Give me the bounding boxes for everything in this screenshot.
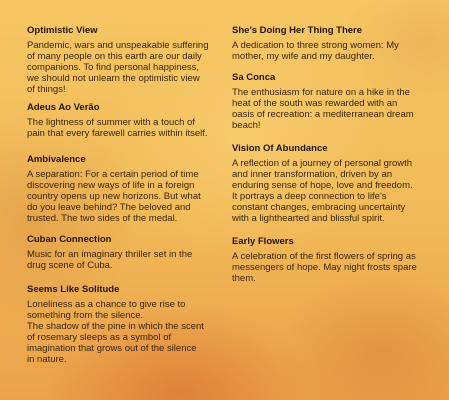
track-title: Seems Like Solitude bbox=[27, 284, 120, 295]
track-description: A separation: For a certain period of time discovering new ways of life in a foreign country opens up new horizons. But what do you leave behind? The beloved and trusted. The two sides of the medal. bbox=[27, 169, 201, 224]
track-entry bbox=[27, 25, 219, 95]
track-title: Early Flowers bbox=[232, 236, 294, 247]
track-entry bbox=[232, 72, 437, 131]
track-title: Optimistic View bbox=[27, 25, 98, 36]
track-title: Vision Of Abundance bbox=[232, 143, 328, 154]
track-description: A celebration of the first flowers of spring as messengers of hope. May night frosts spare them. bbox=[232, 251, 417, 284]
track-entry bbox=[27, 284, 219, 365]
track-title: Sa Conca bbox=[232, 72, 276, 83]
track-description: Loneliness as a chance to give rise to something from the silence. The shadow of the pine in which the scent of rosemary sleeps as a symbol of imagination that grows out of the silence in nature. bbox=[27, 299, 204, 365]
track-title: Cuban Connection bbox=[27, 234, 112, 245]
track-description: Music for an imaginary thriller set in the drug scene of Cuba. bbox=[27, 249, 193, 271]
track-title: Ambivalence bbox=[27, 154, 86, 165]
track-title: Adeus Ao Verão bbox=[27, 102, 100, 113]
track-entry bbox=[232, 25, 437, 62]
track-entry bbox=[232, 143, 437, 224]
track-description: The enthusiasm for nature on a hike in the heat of the south was rewarded with an oasis of recreation: a mediterranean dream beach! bbox=[232, 87, 414, 131]
track-description: Pandemic, wars and unspeakable suffering of many people on this earth are our daily companions. To find personal happiness, we should not unlearn the optimistic view of things! bbox=[27, 40, 209, 95]
track-description: The lightness of summer with a touch of pain that every farewell carries within itself. bbox=[27, 117, 208, 139]
track-description: A dedication to three strong women: My mother, my wife and my daughter. bbox=[232, 40, 399, 62]
track-description: A reflection of a journey of personal growth and inner transformation, driven by an enduring sense of hope, love and freedom. It portrays a deep connection to life’s constant changes, embracing uncertainty with a lighthearted and blissful spirit. bbox=[232, 158, 413, 224]
track-entry bbox=[27, 154, 219, 224]
track-entry bbox=[232, 236, 437, 284]
track-title: She’s Doing Her Thing There bbox=[232, 25, 363, 36]
track-entry bbox=[27, 102, 219, 139]
track-entry bbox=[27, 234, 219, 271]
